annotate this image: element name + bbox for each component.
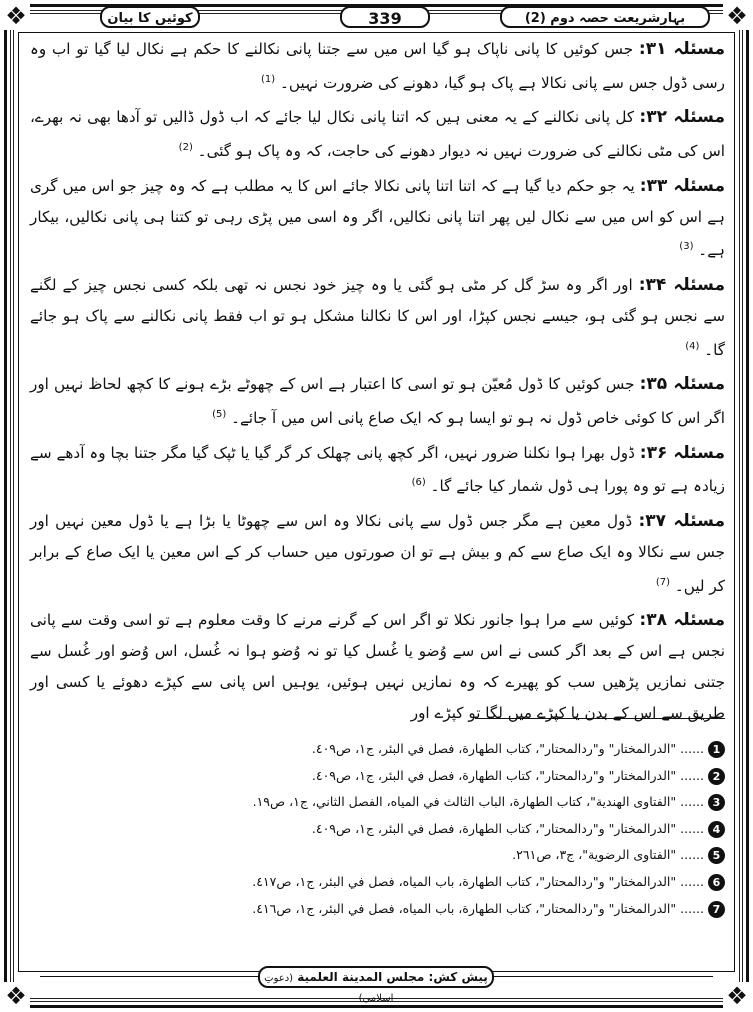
book-title: بہارِشریعت حصہ دوم (2) xyxy=(500,6,710,28)
footnote-text: "الدرالمختار" و"ردالمحتار"، كتاب الطهارة، فصل في البئر، ج١، ص٤٠٩. xyxy=(311,820,677,836)
masala-text: جس کوئیں کا ڈول مُعیّن ہو تو اسی کا اعتبار ہے اس کے چھوٹے بڑے ہونے کا کچھ لحاظ نہیں اور اگر اس کا کوئی خاص ڈول نہ ہو تو ایسا ہو کہ ایک صاع پانی اس میں آ جائے۔ xyxy=(30,375,725,428)
masala-label: مسئلہ ۳۵: xyxy=(639,374,725,395)
footnote-item: 5......"الفتاوى الرضوية"، ج٣، ص٢٦١. xyxy=(40,842,725,869)
footnote-ref: (7) xyxy=(655,576,671,588)
footnote-ref: (6) xyxy=(411,477,426,489)
footnote-ref: (4) xyxy=(685,340,700,352)
footnote-separator xyxy=(475,718,725,719)
page-header xyxy=(40,6,713,30)
masala-34 xyxy=(30,270,725,365)
corner-ornament-icon: ❖ xyxy=(2,2,30,30)
footnote-text: "الفتاوى الهندية"، كتاب الطهارة، الباب الثالث في المياه، الفصل الثاني، ج١، ص١٩. xyxy=(252,794,677,810)
footnote-number: 1 xyxy=(708,741,725,758)
footnote-number: 5 xyxy=(708,847,725,864)
masala-label: مسئلہ ۳۲: xyxy=(639,107,725,128)
chapter-title: کوئیں کا بیان xyxy=(100,6,200,28)
masala-text: اور اگر وہ سڑ گل کر مٹی ہو گئی یا وہ چیز خود نجس نہ تھی بلکہ کسی نجس چیز کے لگنے سے نجس ہو گئی ہو، جیسے نجس کپڑا، اور اس کا نکالنا مشکل ہو تو اب فقط پانی نکالنے سے پاک ہو جائے گا۔ xyxy=(30,276,725,359)
footnote-number: 7 xyxy=(708,901,725,918)
masala-31 xyxy=(30,34,725,98)
footnote-text: "الفتاوى الرضوية"، ج٣، ص٢٦١. xyxy=(512,847,677,863)
masala-label: مسئلہ ۳۴: xyxy=(638,275,725,296)
masala-label: مسئلہ ۳۳: xyxy=(639,175,725,196)
footnote-item: 4......"الدرالمختار" و"ردالمحتار"، كتاب الطهارة، فصل في البئر، ج١، ص٤٠٩. xyxy=(40,816,725,843)
corner-ornament-icon: ❖ xyxy=(723,982,751,1010)
footnote-item: 6......"الدرالمختار" و"ردالمحتار"، كتاب الطهارة، باب المياه، فصل في البئر، ج١، ص٤١٧. xyxy=(40,869,725,896)
footnote-number: 3 xyxy=(708,794,725,811)
footnote-item: 7......"الدرالمختار" و"ردالمحتار"، كتاب الطهارة، باب المياه، فصل في البئر، ج١، ص٤١٦. xyxy=(40,896,725,923)
masala-33 xyxy=(30,171,725,266)
presenter-label: پیش کش: xyxy=(428,970,488,984)
masala-text: جس کوئیں کا پانی ناپاک ہو گیا اس میں سے جتنا پانی نکالنے کا حکم ہے نکال لیا گیا تو اب وہ رسی ڈول جس سے پانی نکالا ہے پاک ہو گیا، دھونے کی ضرورت نہیں۔ xyxy=(30,40,725,92)
footnote-text: "الدرالمختار" و"ردالمحتار"، كتاب الطهارة، باب المياه، فصل في البئر، ج١، ص٤١٦. xyxy=(252,900,677,916)
publisher-name: مجلس المدينة العلمية xyxy=(297,970,425,984)
footnotes xyxy=(40,736,725,922)
footnote-item: 3......"الفتاوى الهندية"، كتاب الطهارة، الباب الثالث في المياه، الفصل الثاني، ج١، ص١٩. xyxy=(40,789,725,816)
masala-38 xyxy=(30,605,725,728)
footnote-item: 1......"الدرالمختار" و"ردالمحتار"، كتاب الطهارة، فصل في البئر، ج١، ص٤٠٩. xyxy=(40,736,725,763)
masala-label: مسئلہ ۳۸: xyxy=(639,610,725,631)
masala-text: ڈول بھرا ہوا نکلنا ضرور نہیں، اگر کچھ پانی چھلک کر گر گیا یا ٹپک گیا مگر جتنا بچا وہ آدھے سے زیادہ ہے تو وہ پورا ہی ڈول شمار کیا جائے گا۔ xyxy=(30,443,725,496)
masala-text: یہ جو حکم دیا گیا ہے کہ اتنا اتنا پانی نکالا جائے اس کا یہ مطلب ہے کہ وہ چیز جو اس میں گری ہے اس کو اس میں سے نکال لیں پھر اتنا پانی نکالیں، اگر وہ اسی میں پڑی رہی تو کتنا ہی پانی نکالیں، بیکار ہے۔ xyxy=(30,176,725,260)
masala-text: ڈول معین ہے مگر جس ڈول سے پانی نکالا وہ اس سے چھوٹا یا بڑا ہے یا ڈول معین نہیں اور جس سے نکالا وہ ایک صاع سے کم و بیش ہے تو ان صورتوں میں حساب کر کے اس معین یا ایک صاع کے برابر کر لیں۔ xyxy=(30,512,725,595)
masala-text: کل پانی نکالنے کے یہ معنی ہیں کہ اتنا پانی نکال لیا جائے کہ اب ڈول ڈالیں تو آدھا بھی نہ بھرے، اس کی مٹی نکالنے کی ضرورت نہیں نہ دیوار دھونے کی حاجت، کہ وہ پاک ہو گئی۔ xyxy=(30,108,725,161)
page-number: 339 xyxy=(340,6,430,28)
corner-ornament-icon: ❖ xyxy=(723,2,751,30)
publisher-footer xyxy=(258,966,494,1004)
masala-label: مسئلہ ۳۷: xyxy=(638,511,726,532)
masala-36 xyxy=(30,438,725,502)
footnote-ref: (5) xyxy=(212,408,227,420)
masala-37 xyxy=(30,506,725,601)
footnote-ref: (3) xyxy=(679,241,694,253)
footnote-text: "الدرالمختار" و"ردالمحتار"، كتاب الطهارة، باب المياه، فصل في البئر، ج١، ص٤١٧. xyxy=(252,873,677,889)
footnote-number: 2 xyxy=(708,768,725,785)
corner-ornament-icon: ❖ xyxy=(2,982,30,1010)
publisher-subtitle: (دعوتِ اسلامی) xyxy=(264,973,394,1004)
masala-text: کوئیں سے مرا ہوا جانور نکلا تو اگر اس کے گرنے مرنے کا وقت معلوم ہے تو اسی وقت سے پانی نجس ہے اس کے بعد اگر کسی نے اس سے وُضو یا غُسل کیا تو نہ وُضو ہوا نہ غُسل، اس وُضو اور غُسل سے جتنی نمازیں پڑھیں سب کو پھیرے کہ وہ نمازیں نہیں ہوئیں، یوہیں اس پانی سے کپڑے دھوئے یا کسی اور طریق سے اس کے بدن یا کپڑے میں لگا تو کپڑے اور xyxy=(30,611,725,722)
footnote-item: 2......"الدرالمختار" و"ردالمحتار"، كتاب الطهارة، فصل في البئر، ج١، ص٤٠٩. xyxy=(40,763,725,790)
footnote-ref: (2) xyxy=(178,142,193,154)
masala-32 xyxy=(30,102,725,166)
masala-label: مسئلہ ۳۱: xyxy=(638,39,725,59)
masala-35 xyxy=(30,369,725,433)
main-text xyxy=(30,34,726,722)
footnote-ref: (1) xyxy=(260,73,276,85)
footnote-text: "الدرالمختار" و"ردالمحتار"، كتاب الطهارة، فصل في البئر، ج١، ص٤٠٩. xyxy=(311,741,677,756)
footnote-text: "الدرالمختار" و"ردالمحتار"، كتاب الطهارة، فصل في البئر، ج١، ص٤٠٩. xyxy=(311,767,677,783)
footnote-number: 4 xyxy=(708,821,725,838)
masala-label: مسئلہ ۳۶: xyxy=(639,442,725,463)
footnote-number: 6 xyxy=(708,874,725,891)
